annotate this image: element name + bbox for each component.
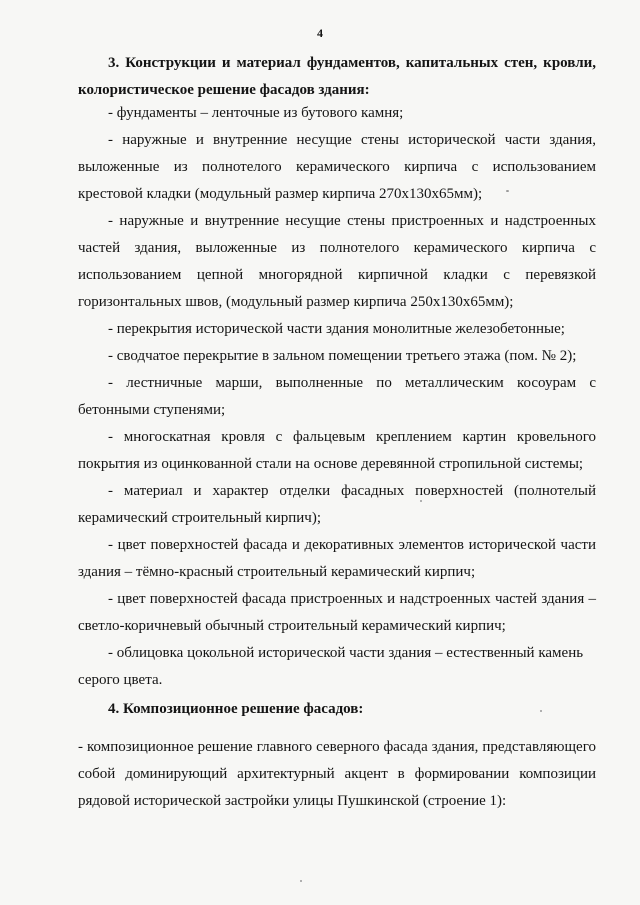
list-item: - цвет поверхностей фасада и декоративных элементов исторической части здания – тёмно-красный строительный керамический кирпич; (78, 537, 596, 580)
section-3-list (78, 100, 596, 694)
list-item: - многоскатная кровля с фальцевым креплением картин кровельного покрытия из оцинкованной стали на основе деревянной стропильной системы; (78, 429, 596, 472)
section-4-list (78, 734, 596, 815)
list-item: - лестничные марши, выполненные по металлическим косоурам с бетонными ступенями; (78, 375, 596, 418)
scan-noise (300, 880, 302, 882)
list-item: - облицовка цокольной исторической части здания – естественный камень серого цвета. (78, 645, 584, 688)
list-item: - перекрытия исторической части здания монолитные железобетонные; (108, 321, 565, 337)
section-3-heading: 3. Конструкции и материал фундаментов, капитальных стен, кровли, колористическое решение фасадов здания: (78, 55, 596, 98)
list-item: - наружные и внутренние несущие стены пристроенных и надстроенных частей здания, выложенные из полнотелого керамического кирпича с использованием цепной многорядной кирпичной кладки с перевязкой горизонтальных швов, (модульный размер кирпича 250х130х65мм); (78, 213, 596, 310)
section-4-heading: 4. Композиционное решение фасадов: (108, 701, 364, 717)
scan-noise (506, 190, 509, 192)
scan-noise (420, 500, 422, 502)
list-item: - сводчатое перекрытие в зальном помещении третьего этажа (пом. № 2); (108, 348, 577, 364)
scan-noise (540, 710, 542, 712)
list-item: - композиционное решение главного северного фасада здания, представляющего собой доминирующий архитектурный акцент в формировании композиции рядовой исторической застройки улицы Пушкинской (строение 1): (78, 739, 596, 809)
page-number: 4 (317, 26, 323, 40)
list-item: - фундаменты – ленточные из бутового камня; (108, 105, 404, 121)
list-item: - цвет поверхностей фасада пристроенных и надстроенных частей здания – светло-коричневый обычный строительный керамический кирпич; (78, 591, 596, 634)
list-item: - материал и характер отделки фасадных поверхностей (полнотелый керамический строительный кирпич); (78, 483, 596, 526)
list-item: - наружные и внутренние несущие стены исторической части здания, выложенные из полнотелого керамического кирпича с использованием крестовой кладки (модульный размер кирпича 270х130х65мм); (78, 132, 596, 202)
